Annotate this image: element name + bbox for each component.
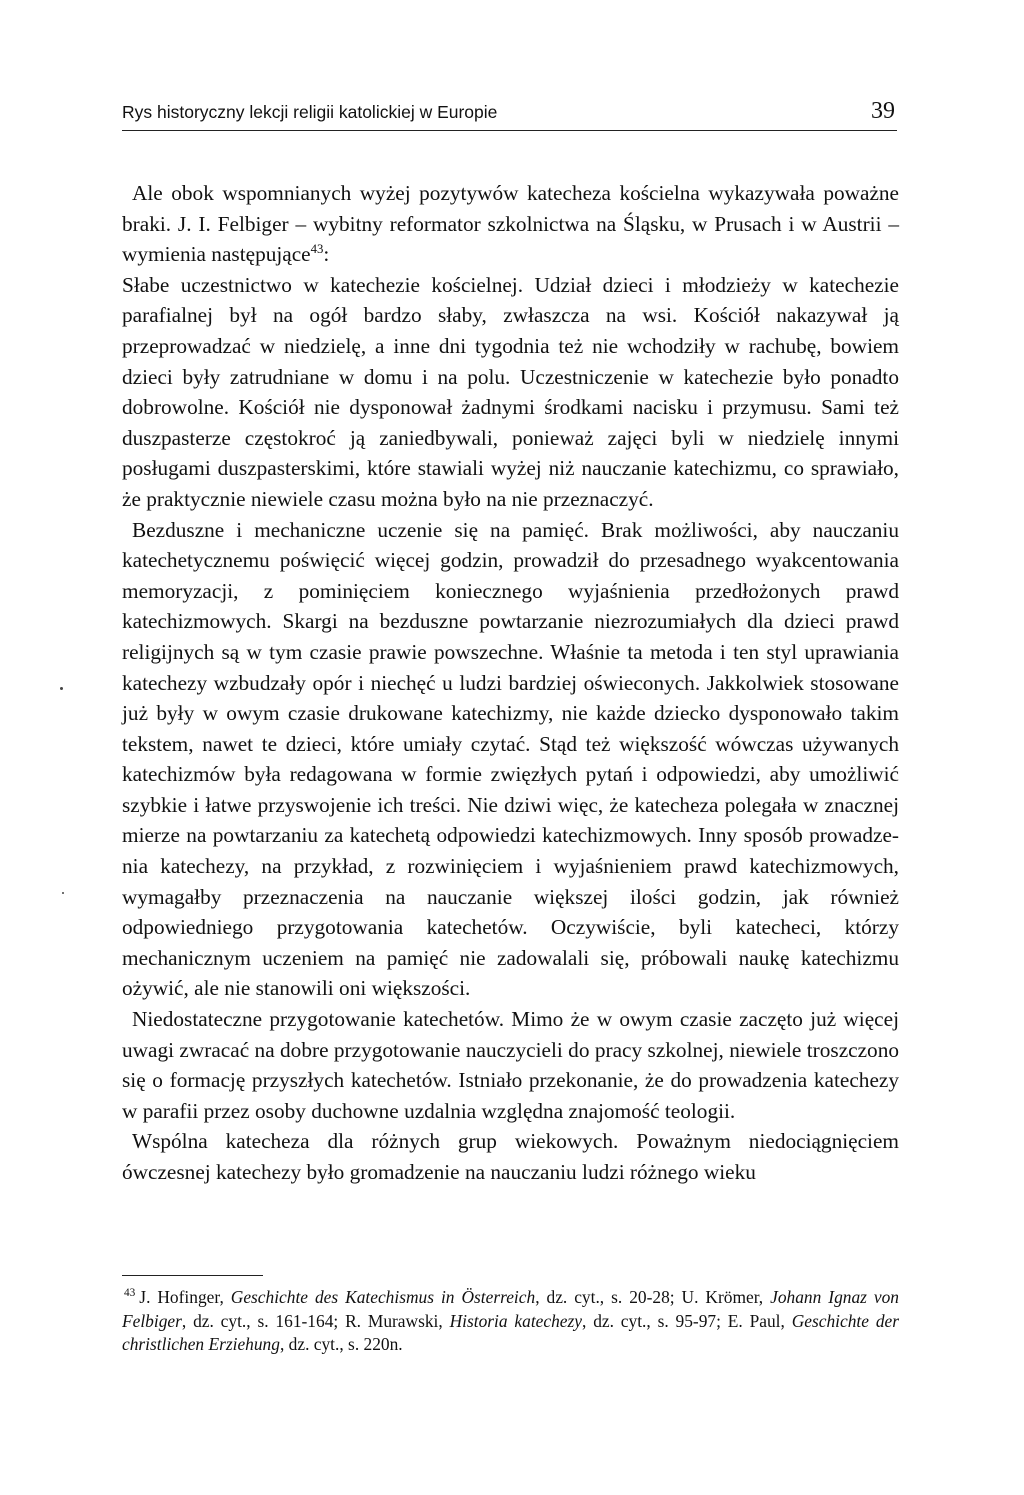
footnote-title: Johann Ignaz von Felbiger bbox=[122, 1287, 899, 1331]
paragraph-catechist-preparation: Niedostateczne przygotowanie katechetów. Mimo że w owym czasie zaczęto już więcej uwagi zwracać na dobre przygotowanie nauczycieli do pracy szkolnej, niewiele troszczono się o formację przyszłych katechetów. Istniało przekonanie, że do prowadzenia katechezy w parafii przez osoby duchowne uzdalnia względna znajomość teologii. bbox=[122, 1007, 899, 1123]
paragraph-intro-text: Ale obok wspomnianych wyżej pozytywów katecheza kościelna wykazywała poważne braki. J. I. Felbiger – wybitny reformator szkolnictwa na Śląsku, w Prusach i w Austrii – wymienia następujące bbox=[122, 181, 899, 267]
paragraph-rote-learning: Bezduszne i mechaniczne uczenie się na pamięć. Brak możliwości, aby nauczaniu katechetycznemu poświęcić więcej godzin, prowadził do przesadnego wyakcentowania memoryzacji, z pominięciem koniecznego wyjaśnienia przedłożonych prawd katechizmowych. Skargi na bezduszne powtarzanie niezrozumiałych dla dzieci prawd religijnych są w tym czasie prawie powszechne. Właśnie ta metoda i ten styl uprawiania katechezy wzbudzały opór i niechęć u ludzi bardziej oświeconych. Jakkolwiek stosowane już były w owym czasie drukowane katechizmy, nie każde dziecko dysponowało takim tekstem, nawet te dzieci, które umiały czytać. Stąd też większość wówczas używanych katechizmów była redagowana w formie zwięzłych pytań i odpowiedzi, aby umożliwić szybkie i łatwe przyswojenie ich treści. Nie dziwi więc, że katecheza polegała w znacznej mierze na powtarzaniu za katechetą odpowiedzi katechizmowych. Inny sposób prowadzenia katechezy, na przykład, z rozwinięciem i wyjaśnieniem prawd katechizmowych, wymagałby przeznaczenia na nauczanie większej ilości godzin, jak również odpowiedniego przygotowania katechetów. Oczywiście, byli katecheci, którzy mechanicznym uczeniem na pamięć nie zadowalali się, próbowali naukę katechizmu ożywić, ale nie stanowili oni większości. bbox=[122, 517, 899, 1001]
paragraph-intro-colon: : bbox=[323, 242, 330, 267]
footnote-number: 43 bbox=[124, 1287, 136, 1300]
footnote-text: J. Hofinger, bbox=[139, 1287, 231, 1307]
page-number: 39 bbox=[871, 98, 895, 124]
footnote-text: , dz. cyt., s. 161-164; R. Murawski, bbox=[181, 1310, 450, 1331]
paragraph-weak-participation: Słabe uczestnictwo w katechezie kościelnej. Udział dzieci i młodzieży w katechezie parafialnej był na ogół bardzo słaby, zwłaszcza na wsi. Kościół nakazywał ją przeprowadzać w niedzielę, a inne dni tygodnia też nie wchodziły w rachubę, bowiem dzieci były zatrudniane w domu i na polu. Uczestniczenie w katechezie było ponadto dobrowolne. Kościół nie dysponował żadnymi środkami nacisku i przymusu. Sami też duszpasterze częstokroć ją zaniedbywali, ponieważ zajęci byli w niedzielę innymi posługami duszpasterskimi, które stawiali wyżej niż nauczanie katechizmu, co sprawiało, że praktycznie niewiele czasu można było na nie przeznaczyć. bbox=[122, 272, 899, 511]
footnote bbox=[122, 1286, 899, 1357]
footnote-text: , dz. cyt., s. 220n. bbox=[279, 1334, 403, 1354]
footnote-divider bbox=[122, 1275, 263, 1276]
footnote-title: Geschichte des Katechismus in Österreich bbox=[230, 1287, 536, 1307]
paragraph-intro bbox=[122, 178, 899, 270]
main-text bbox=[122, 178, 899, 1188]
paragraph-mixed-age-groups: Wspólna katecheza dla różnych grup wiekowych. Poważnym niedociągnięciem ówczesnej katechezy było gromadzenie na nauczaniu ludzi różnego wieku bbox=[122, 1129, 899, 1184]
footnote-text: , dz. cyt., s. 20-28; U. Krömer, bbox=[535, 1287, 771, 1307]
scan-speck bbox=[60, 687, 63, 690]
running-title: Rys historyczny lekcji religii katolickiej w Europie bbox=[122, 102, 498, 122]
scan-speck bbox=[62, 892, 64, 894]
footnote-title: Historia katechezy bbox=[449, 1310, 582, 1331]
footnote-text: , dz. cyt., s. 95-97; E. Paul, bbox=[582, 1310, 792, 1331]
running-header bbox=[122, 100, 897, 131]
footnote-title: Geschichte der christlichen Erziehung bbox=[122, 1310, 899, 1354]
footnote-reference: 43 bbox=[310, 242, 324, 257]
